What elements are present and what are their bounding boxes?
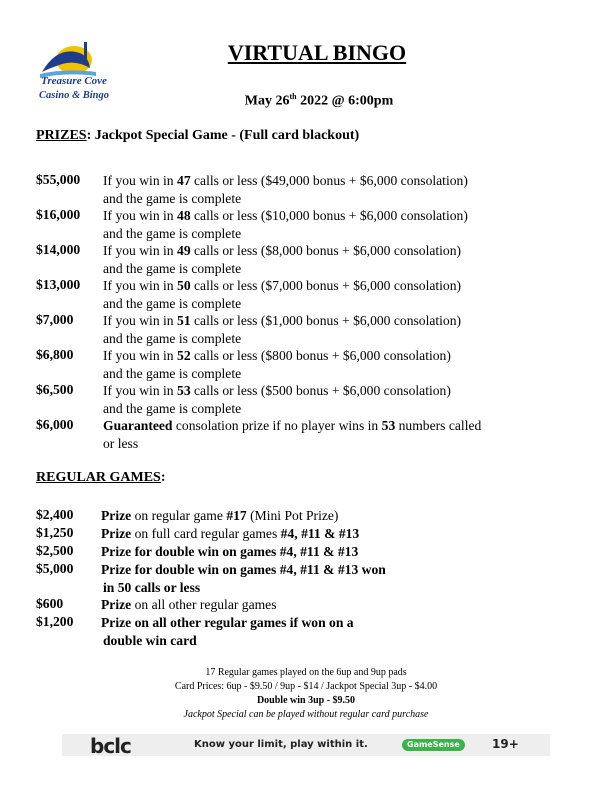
prize-amount: $6,500 — [36, 382, 74, 397]
event-date: May 26th 2022 @ 6:00pm — [244, 92, 394, 109]
prize-amount: $1,200 — [36, 614, 74, 629]
prize-amount: $7,000 — [36, 312, 74, 327]
footer-games-played: 17 Regular games played on the 6up and 9up pads — [205, 667, 407, 678]
prize-amount: $6,800 — [36, 347, 74, 362]
logo-line2: Casino & Bingo — [38, 90, 110, 101]
prize-amount: $2,400 — [36, 507, 74, 522]
banner-slogan: Know your limit, play within it. — [194, 739, 368, 750]
page-title: VIRTUAL BINGO — [227, 40, 407, 65]
footer-double-win: Double win 3up - $9.50 — [256, 695, 356, 706]
age-restriction: 19+ — [492, 737, 519, 751]
regular-games-heading: REGULAR GAMES: — [36, 470, 166, 485]
prize-amount: $6,000 — [36, 417, 74, 432]
prize-amount: $16,000 — [36, 207, 81, 222]
footer-card-prices: Card Prices: 6up - $9.50 / 9up - $14 / Jackpot Special 3up - $4.00 — [174, 681, 438, 692]
bclc-logo: bclc — [90, 734, 131, 758]
prize-amount: $1,250 — [36, 525, 74, 540]
prize-amount: $5,000 — [36, 561, 74, 576]
prize-amount: $55,000 — [36, 172, 81, 187]
logo-line1: Treasure Cove — [41, 75, 107, 87]
prizes-heading: PRIZES: Jackpot Special Game - (Full card blackout) — [36, 128, 360, 143]
prize-amount: $2,500 — [36, 543, 74, 558]
prize-amount: $13,000 — [36, 277, 81, 292]
prize-amount: $14,000 — [36, 242, 81, 257]
responsible-gaming-banner — [62, 734, 550, 756]
footer-jackpot-note: Jackpot Special can be played without regular card purchase — [183, 709, 429, 720]
prize-amount: $600 — [36, 596, 64, 611]
gamesense-badge: GameSense — [402, 739, 465, 751]
